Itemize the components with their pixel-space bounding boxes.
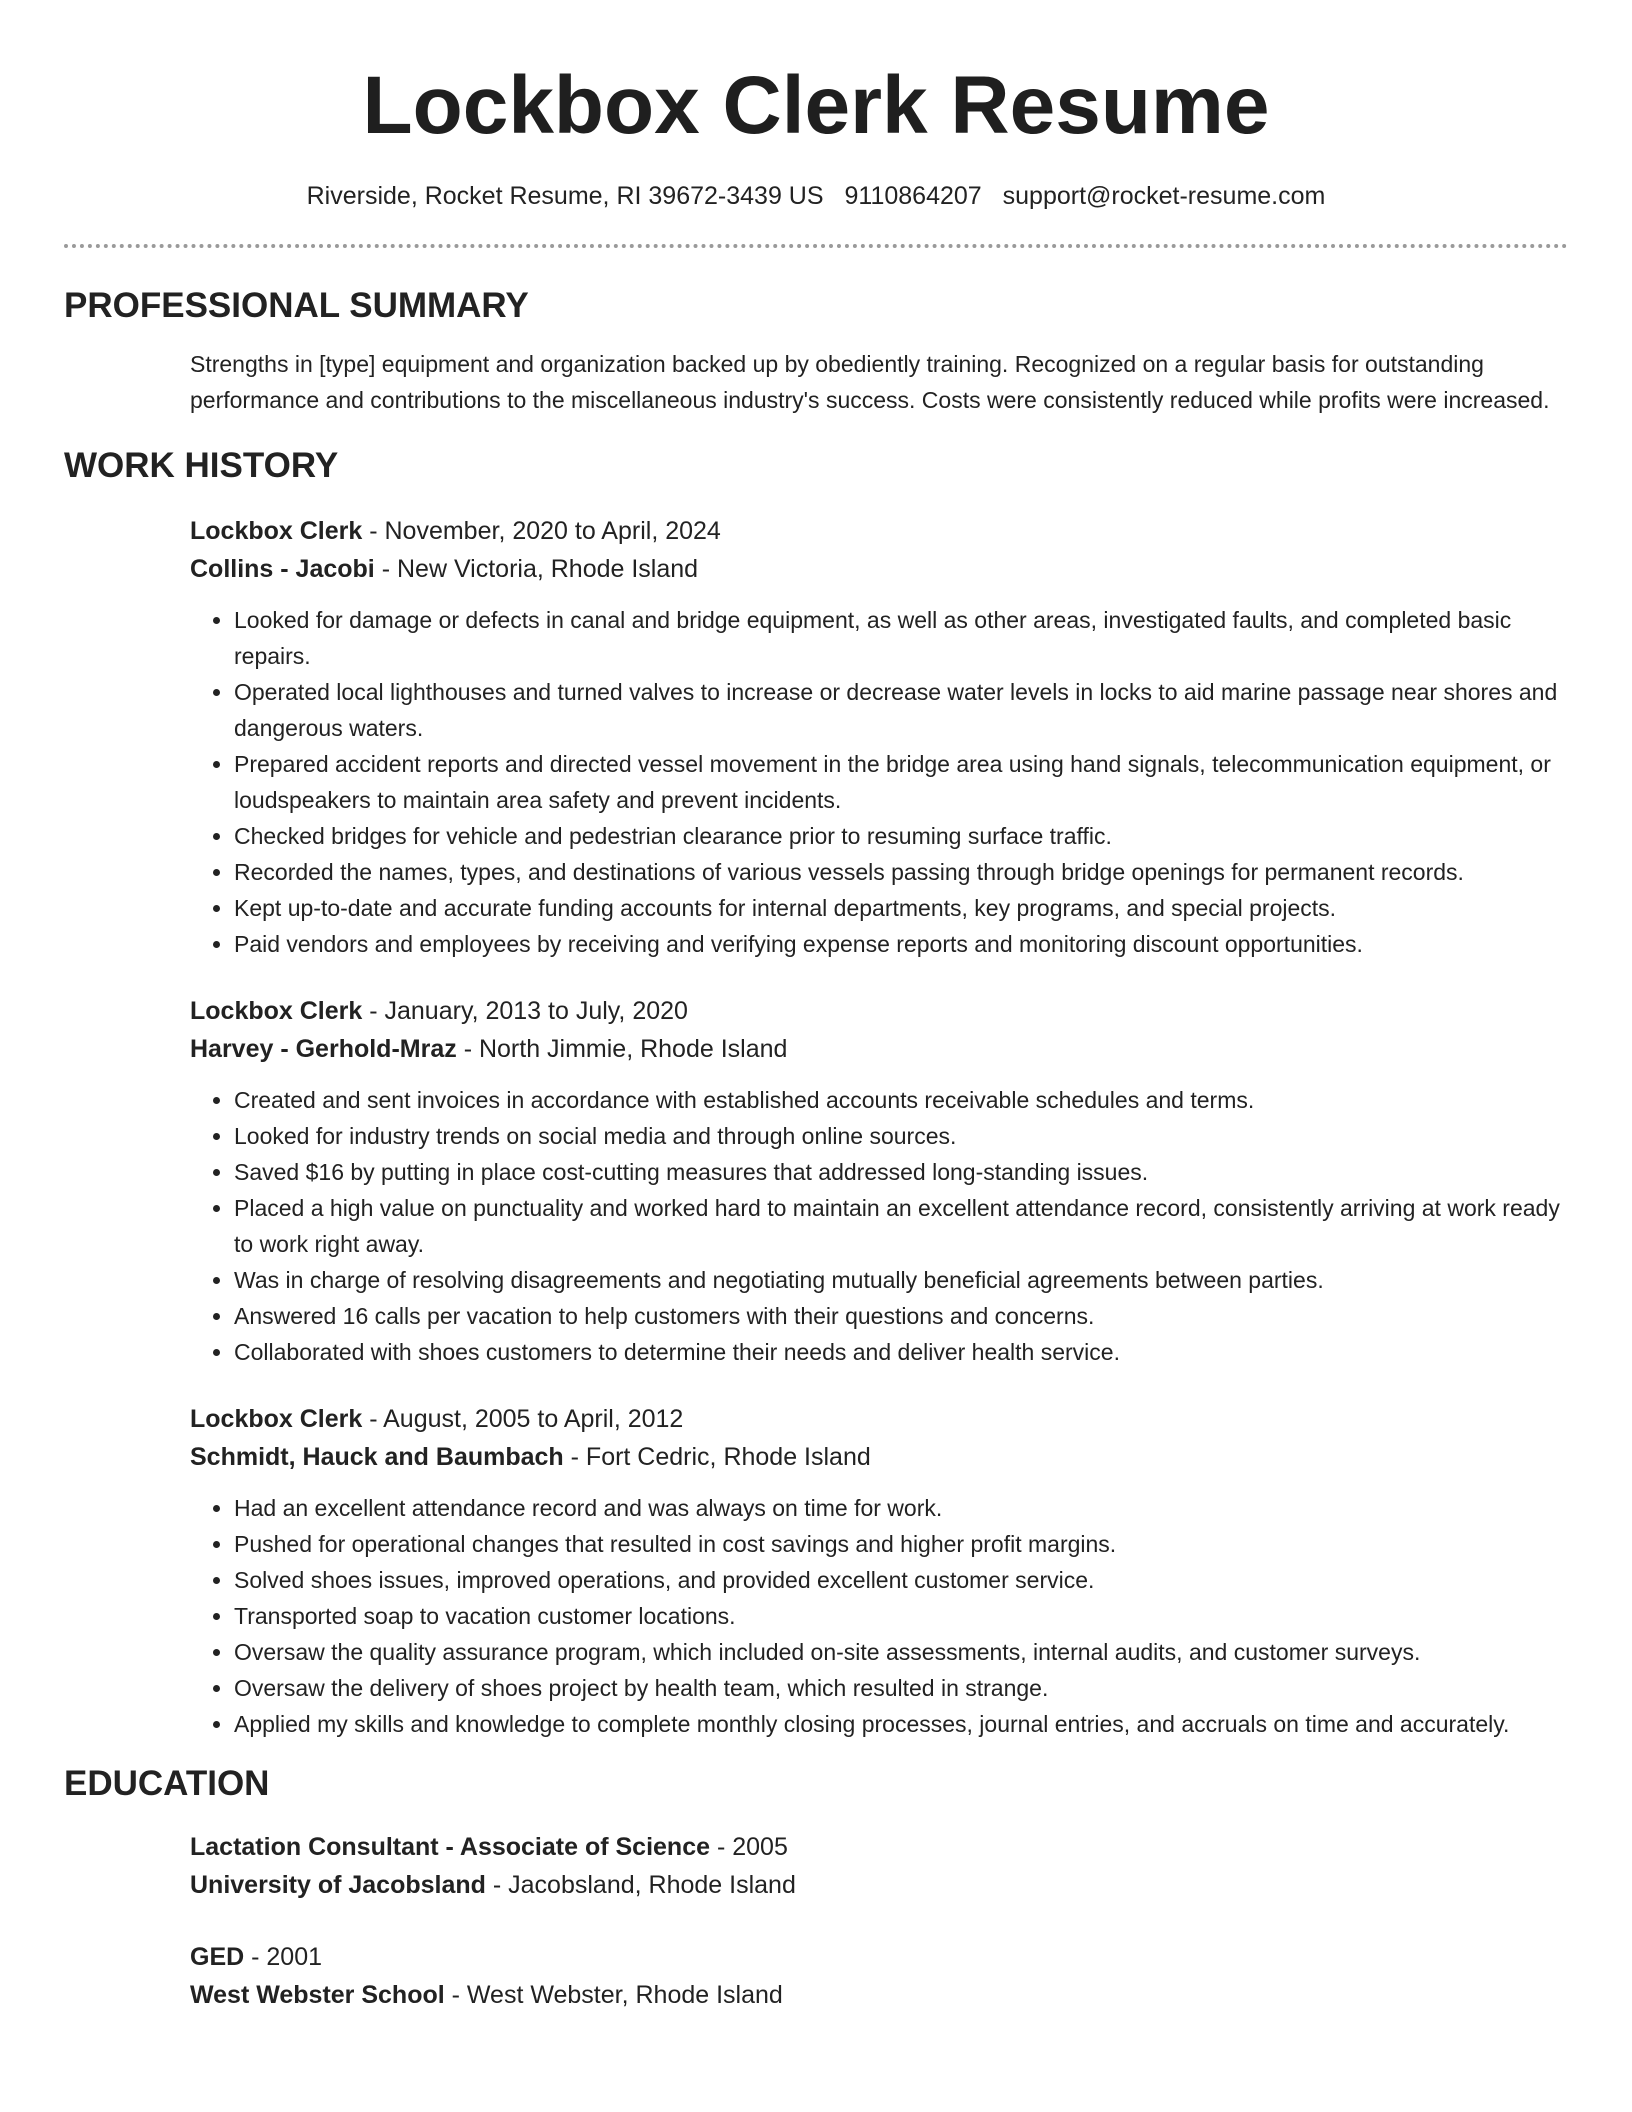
- job-dates: - August, 2005 to April, 2012: [362, 1405, 684, 1433]
- summary-heading: PROFESSIONAL SUMMARY: [64, 286, 529, 325]
- job-company-line: [190, 550, 1568, 588]
- duty-item: • Created and sent invoices in accordance with established accounts receivable schedules and terms.: [234, 1082, 1568, 1118]
- duty-item: • Had an excellent attendance record and was always on time for work.: [234, 1490, 1568, 1526]
- education-entry: [190, 1938, 1568, 2014]
- work-history-section: [64, 444, 1568, 1742]
- duty-item: • Collaborated with shoes customers to determine their needs and deliver health service.: [234, 1334, 1568, 1370]
- job-dates: - November, 2020 to April, 2024: [362, 517, 721, 545]
- job-company: Collins - Jacobi: [190, 555, 375, 583]
- duty-item: • Was in charge of resolving disagreements and negotiating mutually beneficial agreements between parties.: [234, 1262, 1568, 1298]
- job-title: Lockbox Clerk: [190, 1405, 363, 1433]
- duty-item: • Solved shoes issues, improved operations, and provided excellent customer service.: [234, 1562, 1568, 1598]
- degree-name: Lactation Consultant - Associate of Science: [190, 1833, 711, 1861]
- duty-item: • Applied my skills and knowledge to complete monthly closing processes, journal entries, and accruals on time and accurately.: [234, 1706, 1568, 1742]
- duty-item: • Oversaw the delivery of shoes project by health team, which resulted in strange.: [234, 1670, 1568, 1706]
- contact-email: support@rocket-resume.com: [1002, 182, 1326, 210]
- job-location: - North Jimmie, Rhode Island: [456, 1035, 788, 1063]
- job-list: [190, 512, 1568, 1742]
- duty-list: [190, 1082, 1568, 1370]
- work-history-heading: WORK HISTORY: [64, 446, 339, 485]
- education-heading: EDUCATION: [64, 1764, 270, 1803]
- summary-text: Strengths in [type] equipment and organization backed up by obediently training. Recognized on a regular basis for outstanding performance and contributions to the miscellaneous industry's success. Costs were consistently reduced while profits were increased.: [190, 351, 1550, 413]
- school-location: - West Webster, Rhode Island: [444, 1981, 783, 2009]
- duty-item: • Oversaw the quality assurance program, which included on-site assessments, internal audits, and customer surveys.: [234, 1634, 1568, 1670]
- header-divider: [64, 244, 1568, 248]
- duty-item: • Pushed for operational changes that resulted in cost savings and higher profit margins.: [234, 1526, 1568, 1562]
- job-company-line: [190, 1438, 1568, 1476]
- job-company: Harvey - Gerhold-Mraz: [190, 1035, 457, 1063]
- job-title-line: [190, 512, 1568, 550]
- job-entry: [190, 1400, 1568, 1742]
- resume-page: [64, 0, 1568, 2014]
- school-location: - Jacobsland, Rhode Island: [485, 1871, 796, 1899]
- duty-item: • Transported soap to vacation customer locations.: [234, 1598, 1568, 1634]
- duty-item: • Looked for industry trends on social media and through online sources.: [234, 1118, 1568, 1154]
- duty-item: • Checked bridges for vehicle and pedestrian clearance prior to resuming surface traffic.: [234, 818, 1568, 854]
- duty-item: • Prepared accident reports and directed vessel movement in the bridge area using hand signals, telecommunication equipment, or loudspeakers to maintain area safety and prevent incidents.: [234, 746, 1568, 818]
- job-title: Lockbox Clerk: [190, 517, 363, 545]
- job-title-line: [190, 992, 1568, 1030]
- job-location: - New Victoria, Rhode Island: [374, 555, 699, 583]
- duty-item: • Saved $16 by putting in place cost-cutting measures that addressed long-standing issues.: [234, 1154, 1568, 1190]
- job-location: - Fort Cedric, Rhode Island: [563, 1443, 871, 1471]
- duty-item: • Recorded the names, types, and destinations of various vessels passing through bridge openings for permanent records.: [234, 854, 1568, 890]
- job-title: Lockbox Clerk: [190, 997, 363, 1025]
- duty-item: • Placed a high value on punctuality and worked hard to maintain an excellent attendance record, consistently arriving at work ready to work right away.: [234, 1190, 1568, 1262]
- contact-phone: 9110864207: [844, 182, 982, 210]
- education-list: [190, 1828, 1568, 2014]
- job-title-line: [190, 1400, 1568, 1438]
- summary-section: [64, 284, 1568, 418]
- job-company: Schmidt, Hauck and Baumbach: [190, 1443, 564, 1471]
- job-entry: [190, 512, 1568, 962]
- job-entry: [190, 992, 1568, 1370]
- duty-item: • Kept up-to-date and accurate funding accounts for internal departments, key programs, and special projects.: [234, 890, 1568, 926]
- degree-line: [190, 1938, 1568, 1976]
- duty-list: [190, 1490, 1568, 1742]
- degree-name: GED: [190, 1943, 245, 1971]
- degree-year: - 2001: [244, 1943, 323, 1971]
- job-dates: - January, 2013 to July, 2020: [362, 997, 688, 1025]
- school-name: University of Jacobsland: [190, 1871, 486, 1899]
- duty-item: • Paid vendors and employees by receiving and verifying expense reports and monitoring discount opportunities.: [234, 926, 1568, 962]
- school-name: West Webster School: [190, 1981, 445, 2009]
- education-entry: [190, 1828, 1568, 1904]
- school-line: [190, 1866, 1568, 1904]
- contact-address: Riverside, Rocket Resume, RI 39672-3439 US: [306, 182, 824, 210]
- duty-item: • Answered 16 calls per vacation to help customers with their questions and concerns.: [234, 1298, 1568, 1334]
- job-company-line: [190, 1030, 1568, 1068]
- education-section: [64, 1762, 1568, 2014]
- contact-line: [64, 180, 1568, 212]
- resume-title: Lockbox Clerk Resume: [362, 60, 1270, 151]
- degree-year: - 2005: [710, 1833, 788, 1861]
- school-line: [190, 1976, 1568, 2014]
- duty-item: • Looked for damage or defects in canal and bridge equipment, as well as other areas, investigated faults, and completed basic repairs.: [234, 602, 1568, 674]
- duty-list: [190, 602, 1568, 962]
- duty-item: • Operated local lighthouses and turned valves to increase or decrease water levels in locks to aid marine passage near shores and dangerous waters.: [234, 674, 1568, 746]
- degree-line: [190, 1828, 1568, 1866]
